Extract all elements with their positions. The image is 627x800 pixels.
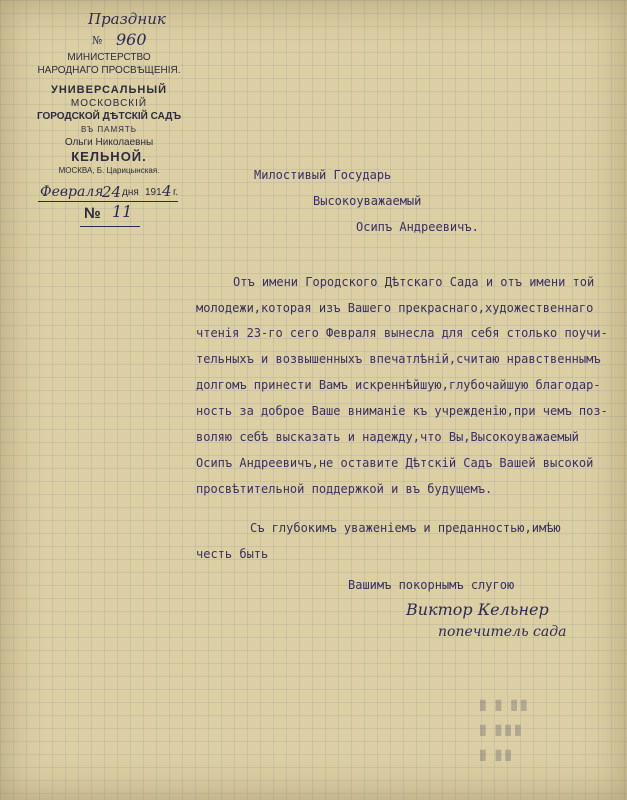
date-day-word: дня <box>122 187 139 198</box>
date-day: 24 <box>102 183 122 201</box>
closing-line-2: честь быть <box>196 547 269 561</box>
outgoing-number-value: 11 <box>112 202 133 221</box>
body-line-3: чтенія 23-го сего Февраля вынесла для себя столько поучи- <box>196 326 608 340</box>
body-line-4: тельныхъ и возвышенныхъ впечатлѣній,считаю нравственнымъ <box>196 352 601 366</box>
handwritten-note: Праздник <box>88 10 166 28</box>
closing-line-3: Вашимъ покорнымъ слугою <box>348 578 515 592</box>
date-g: г. <box>173 187 179 198</box>
date-month: Февраля <box>40 184 104 200</box>
salutation-line-3: Осипъ Андреевичъ. <box>356 220 479 234</box>
signature-title: попечитель сада <box>438 624 567 640</box>
signature: Виктор Кельнер <box>406 600 549 619</box>
stamp-number-value: 960 <box>116 30 147 49</box>
salutation-line-2: Высокоуважаемый <box>313 194 422 208</box>
body-line-9: просвѣтительной поддержкой и въ будущемъ. <box>196 482 493 496</box>
stamp-line-olga: Ольги Николаевны <box>64 137 154 148</box>
outgoing-number-prefix: № <box>84 205 101 222</box>
body-line-2: молодежи,которая изъ Вашего прекраснаго,художественнаго <box>196 301 594 315</box>
body-line-5: долгомъ принести Вамъ искреннѣйшую,глубочайшую благодар- <box>196 378 601 392</box>
stamp-line-ministry: МИНИСТЕРСТВО <box>67 52 151 63</box>
stamp-line-universal: УНИВЕРСАЛЬНЫЙ <box>50 84 168 96</box>
date-year-suffix: 4 <box>162 182 172 200</box>
body-line-1: Отъ имени Городского Дѣтскаго Сада и отъ имени той <box>233 275 595 289</box>
body-line-8: Осипъ Андреевичъ,не оставите Дѣтскій Садъ Вашей высокой <box>196 456 594 470</box>
body-line-7: воляю себѣ высказать и надежду,что Вы,Высокоуважаемый <box>196 430 579 444</box>
salutation-line-1: Милостивый Государь <box>254 168 392 182</box>
archive-stamp: ▮ ▮ ▮▮ ▮ ▮▮▮ ▮ ▮▮ <box>479 696 530 762</box>
body-line-6: ность за доброе Ваше вниманіе къ учрежденію,при чемъ поз- <box>196 404 608 418</box>
number-underline <box>80 226 140 227</box>
stamp-line-address: МОСКВА, Б. Царицынская. <box>58 166 160 175</box>
stamp-line-garden: ГОРОДСКОЙ ДѢТСКІЙ САДЪ <box>36 111 182 122</box>
stamp-number-prefix: № <box>92 34 103 47</box>
date-year-prefix: 191 <box>145 187 162 198</box>
stamp-line-kelnoy: КЕЛЬНОЙ. <box>71 149 147 164</box>
stamp-line-memory: ВЪ ПАМЯТЬ <box>80 125 138 134</box>
closing-line-1: Съ глубокимъ уваженіемъ и преданностью,имѣю <box>250 521 561 535</box>
date-underline <box>38 201 178 202</box>
stamp-line-education: НАРОДНАГО ПРОСВѢЩЕНІЯ. <box>37 65 181 76</box>
stamp-line-moscow: МОСКОВСКІЙ <box>70 98 148 109</box>
